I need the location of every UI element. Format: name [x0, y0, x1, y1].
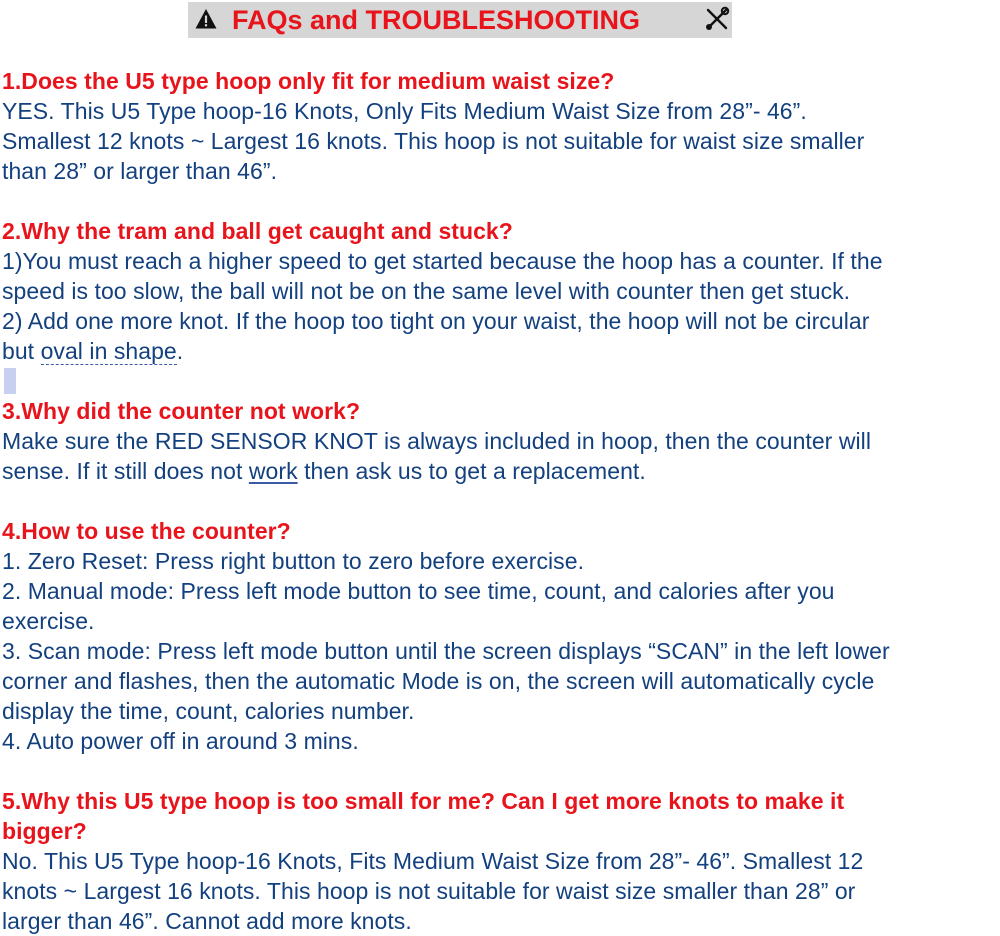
faq-answer-line: knots ~ Largest 16 knots. This hoop is not suitable for waist size smaller than 28” or [2, 878, 856, 904]
page-title: FAQs and TROUBLESHOOTING [232, 5, 641, 35]
faq-item-4 [2, 516, 998, 756]
faq-answer-line: 1)You must reach a higher speed to get started because the hoop has a counter. If the [2, 248, 883, 274]
faq-answer-line: No. This U5 Type hoop-16 Knots, Fits Medium Waist Size from 28”- 46”. Smallest 12 [2, 848, 864, 874]
faq-item-1 [2, 66, 998, 186]
faq-question: 3.Why did the counter not work? [2, 398, 361, 424]
tools-icon [704, 6, 730, 32]
faq-answer-line [2, 456, 998, 486]
faq-question: bigger? [2, 818, 87, 844]
faq-item-3 [2, 396, 998, 486]
faq-answer-line: speed is too slow, the ball will not be on the same level with counter then get stuck. [2, 278, 851, 304]
faq-answer-line [2, 336, 998, 366]
faq-question: 5.Why this U5 type hoop is too small for me? Can I get more knots to make it [2, 788, 845, 814]
text-cursor-highlight [4, 368, 16, 394]
underlined-text: work [248, 458, 298, 484]
faq-list [2, 66, 998, 936]
faq-question: 2.Why the tram and ball get caught and stuck? [2, 218, 513, 244]
faq-item-2 [2, 216, 998, 394]
faq-answer-line: larger than 46”. Cannot add more knots. [2, 908, 412, 934]
faq-answer-line: YES. This U5 Type hoop-16 Knots, Only Fits Medium Waist Size from 28”- 46”. [2, 98, 807, 124]
warning-triangle-icon [195, 8, 217, 30]
faq-answer-line: exercise. [2, 608, 95, 634]
faq-answer-line: 3. Scan mode: Press left mode button until the screen displays “SCAN” in the left lower [2, 638, 890, 664]
text-span: sense. If it still does not [2, 458, 249, 484]
faq-item-5 [2, 786, 998, 936]
text-span: then ask us to get a replacement. [297, 458, 646, 484]
faq-answer-line: Smallest 12 knots ~ Largest 16 knots. This hoop is not suitable for waist size smaller [2, 128, 865, 154]
faq-question: 4.How to use the counter? [2, 518, 291, 544]
faq-answer-line: corner and flashes, then the automatic Mode is on, the screen will automatically cycle [2, 668, 875, 694]
text-span: . [176, 338, 184, 364]
faq-answer-line: 2) Add one more knot. If the hoop too tight on your waist, the hoop will not be circular [2, 308, 870, 334]
faq-question: 1.Does the U5 type hoop only fit for medium waist size? [2, 68, 615, 94]
text-span: but [2, 338, 41, 364]
faq-answer-line: Make sure the RED SENSOR KNOT is always included in hoop, then the counter will [2, 428, 871, 454]
spellcheck-underlined-text: oval in shape [40, 338, 177, 364]
faq-answer-line: 2. Manual mode: Press left mode button to see time, count, and calories after you [2, 578, 835, 604]
title-bar [188, 2, 732, 38]
faq-answer-line: than 28” or larger than 46”. [2, 158, 278, 184]
faq-answer-line: 1. Zero Reset: Press right button to zero before exercise. [2, 548, 585, 574]
faq-answer-line: display the time, count, calories number. [2, 698, 415, 724]
faq-answer-line: 4. Auto power off in around 3 mins. [2, 728, 359, 754]
